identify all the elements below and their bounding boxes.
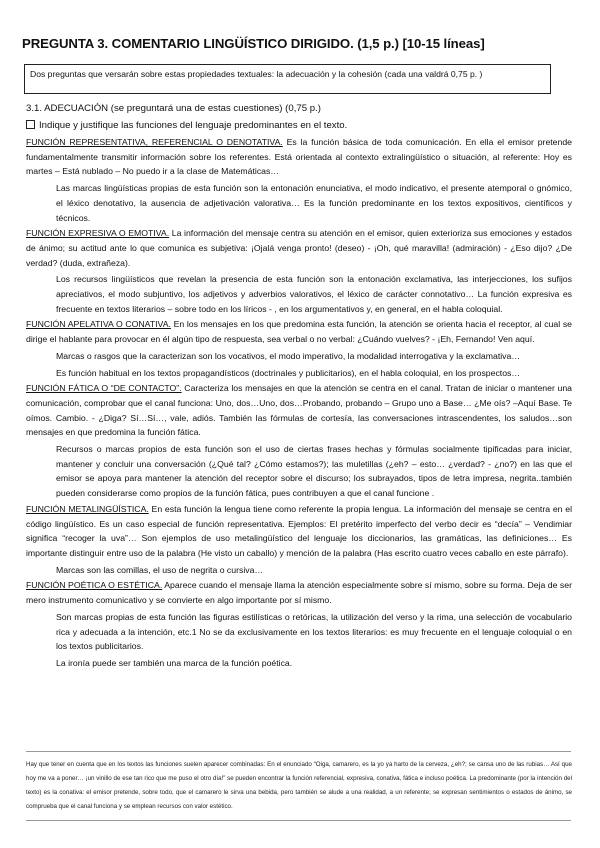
checkbox-icon <box>26 120 35 129</box>
function-note: Es función habitual en los textos propagandísticos (doctrinales y publicitarios), en el habla coloquial, en los prospectos… <box>56 367 521 378</box>
function-name: FUNCIÓN POÉTICA O ESTÉTICA. <box>26 580 163 591</box>
function-note: Marcas o rasgos que la caracterizan son los vocativos, el modo imperativo, la modalidad interrogativa y la exclamativa… <box>56 350 521 361</box>
function-name: FUNCIÓN APELATIVA O CONATIVA. <box>26 319 171 330</box>
function-paragraph <box>26 226 572 270</box>
function-note: Las marcas lingüísticas propias de esta función son la entonación enunciativa, el modo indicativo, el presente atemporal o gnómico, el léxico denotativo, la ausencia de adjetivación valorativa… Es la función predominante en los textos expositivos, científicos y técnicos. <box>56 183 572 223</box>
function-name: FUNCIÓN EXPRESIVA O EMOTIVA. <box>26 228 170 239</box>
function-note: Recursos o marcas propios de esta función son el uso de ciertas frases hechas y fórmulas socialmente tipificadas para iniciar, mantener y concluir una conversación (¿Qué tal? ¿Cómo estamos?); las muletillas (¿eh? – esto… ¿verdad? - ¿no?) en las que el emisor se apoya para mantener la atención del receptor sobre el discurso; los subrayados, tipos de letra impresa, negrita..también pueden considerarse como propios de la función fática, pues contribuyen a que el canal funcione . <box>56 444 572 499</box>
function-paragraph <box>26 578 572 607</box>
function-name: FUNCIÓN METALINGÜÍSTICA. <box>26 503 149 514</box>
task-instruction <box>26 120 347 131</box>
intro-box: Dos preguntas que versarán sobre estas propiedades textuales: la adecuación y la cohesión (cada una valdrá 0,75 p. ) <box>24 64 551 94</box>
footnote-divider <box>26 751 571 752</box>
task-text: Indique y justifique las funciones del lenguaje predominantes en el texto. <box>39 120 348 131</box>
function-definition: La información del mensaje centra su atención en el emisor, quien exterioriza sus emociones y estados de ánimo; su actitud ante lo que comunica es subjetiva: ¡Ojalá venga pronto! (deseo) - ¡Oh, qué maravilla! (admiración) - ¿Eso dijo? ¿De verdad? (duda, extrañeza). <box>26 228 573 268</box>
function-definition: En los mensajes en los que predomina esta función, la atención se orienta hacia el receptor, al cual se dirige el hablante para provocar en él algún tipo de respuesta, sea verbal o no verbal: ¿Cuándo vuelves? - ¡Eh, Fernando! Ven aquí. <box>26 319 572 345</box>
functions-content <box>26 134 572 672</box>
function-note: Marcas son las comillas, el uso de negrita o cursiva… <box>56 564 264 575</box>
footnote: Hay que tener en cuenta que en los textos las funciones suelen aparecer combinadas: En el enunciado “Oiga, camarero, es la yo ya harto de la cerveza, ¿eh?; se cansa uno de las rubias… Así que hoy me va a poner… ¡un vinillo de ese tan rico que me puso el otro día!” se pueden encontrar la función referencial, expresiva, conativa, fática e incluso poética. La predominante (por la intención del texto) es la conativa: el emisor pretende, sobre todo, que el camarero le sirva una bebida, pero también se alude a una realidad, a un referente; se expresan sentimientos o estados de ánimo, se comprueba que el canal funciona y se emplean recursos con valor estético. <box>26 761 572 810</box>
function-note: Son marcas propias de esta función las figuras estilísticas o retóricas, la utilización del verso y la rima, una selección de vocabulario rica y adecuada a la intención, etc.1 No se da exclusivamente en los textos literarios: es muy frecuente en el lenguaje coloquial o en los textos publicitarios. <box>56 611 572 652</box>
function-note: La ironía puede ser también una marca de la función poética. <box>56 657 293 668</box>
function-definition: Caracteriza los mensajes en que la atención se centra en el canal. Tratan de iniciar o mantener una comunicación, comprobar que el canal funciona: Uno, dos…Uno, dos…Probando, probando – Grupo uno a Base… ¿Me oís? –Aquí Base. Te oímos. Cambio. - ¿Diga? Sí…Sí…, vale, adiós. También las fórmulas de cortesía, las conversaciones intrascendentes, los saludos…son mensajes en que predomina la función fática. <box>26 383 573 438</box>
function-name: FUNCIÓN FÁTICA O “DE CONTACTO”. <box>26 383 182 394</box>
function-paragraph <box>26 317 572 346</box>
function-paragraph <box>26 502 572 561</box>
section-heading: 3.1. ADECUACIÓN (se preguntará una de estas cuestiones) (0,75 p.) <box>26 103 321 114</box>
function-paragraph <box>26 381 572 440</box>
function-definition: Es la función básica de toda comunicación. En ella el emisor pretende fundamentalmente transmitir información sobre los referentes. Está orientada al contexto extralingüístico o situación, al referente: Hoy es martes – Está nublado – No puedo ir a la clase de Matemáticas… <box>26 137 573 177</box>
function-note: Los recursos lingüísticos que revelan la presencia de esta función son la entonación exclamativa, las interjecciones, los sufijos apreciativos, el modo subjuntivo, los adjetivos y adverbios valorativos, el léxico de carácter connotativo… La función expresiva es frecuente en textos literarios – sobre todo en los líricos - , en los argumentativos y, en general, en el habla coloquial. <box>56 274 572 314</box>
function-definition: Aparece cuando el mensaje llama la atención especialmente sobre sí mismo, sobre su forma. Deja de ser mero instrumento comunicativo y se convierte en algo importante por sí mismo. <box>26 580 572 606</box>
function-paragraph <box>26 135 572 179</box>
function-definition: En esta función la lengua tiene como referente la propia lengua. La información del mensaje se centra en el código lingüístico. Es un caso especial de función representativa. Ejemplos: El pretérito imperfecto del verbo decir es “decía” – Vendimiar significa “recoger la uva”… Son ejemplos de uso metalingüístico del lenguaje los diccionarios, las gramáticas, las definiciones… Es importante distinguir entre uso de la palabra (He visto un caballo) y mención de la palabra (Has escrito cuatro veces caballo en este párrafo). <box>26 503 573 558</box>
bottom-divider <box>26 820 571 821</box>
function-name: FUNCIÓN REPRESENTATIVA, REFERENCIAL O DENOTATIVA. <box>26 137 283 147</box>
page-title: PREGUNTA 3. COMENTARIO LINGÜÍSTICO DIRIGIDO. (1,5 p.) [10-15 líneas] <box>22 36 485 51</box>
